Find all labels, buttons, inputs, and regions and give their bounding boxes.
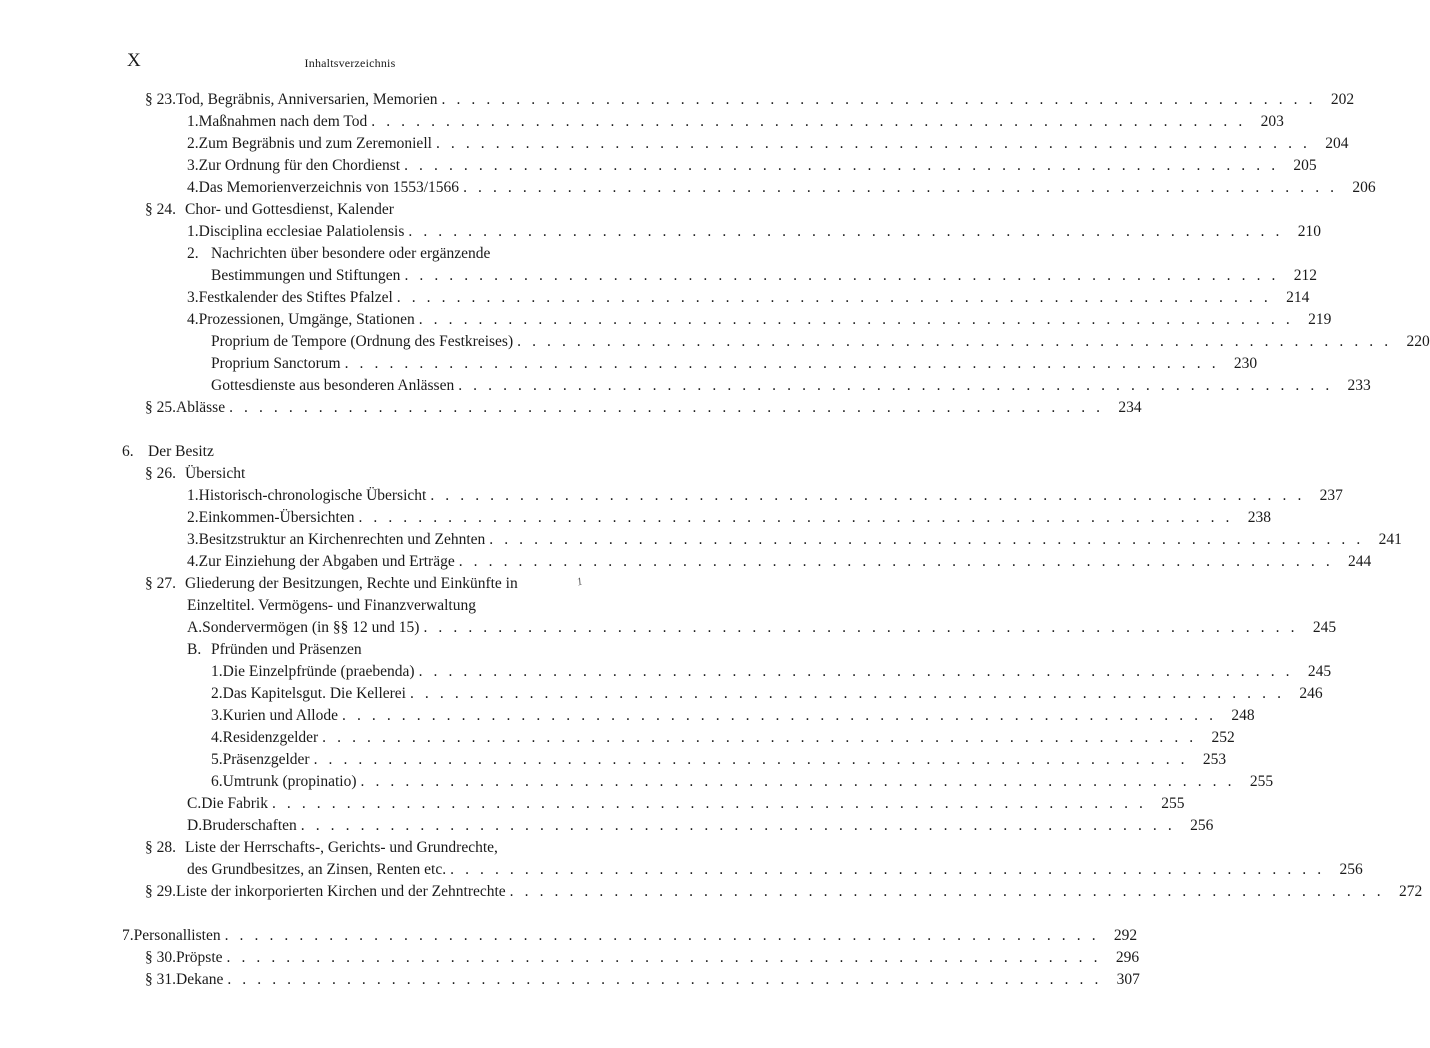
toc-entry-number: 2. — [187, 509, 199, 526]
toc-entry-page: 237 — [1319, 487, 1343, 504]
running-title: Inhaltsverzeichnis — [304, 56, 396, 70]
toc-entry-title: Präsenzgelder — [222, 751, 310, 768]
toc-entry-title: Umtrunk (propinatio) — [222, 773, 357, 790]
toc-entry: 3. Festkalender des Stiftes Pfalzel . . . . . . . . . . . . . . . . . . . . . . . . . . . . . . . . . . . . . . . . . . . . . . . . . . . . . . . . . . . 214 — [187, 287, 644, 309]
toc-entry-page: 256 — [1339, 861, 1363, 878]
toc-entry-page: 214 — [1286, 289, 1310, 306]
toc-entry — [145, 837, 644, 859]
toc-entry-number: § 29. — [145, 883, 176, 900]
toc-entry-title: Festkalender des Stiftes Pfalzel — [198, 289, 393, 306]
toc-entry-page: 241 — [1378, 531, 1402, 548]
toc-entry-number: 7. — [122, 927, 134, 944]
toc-entry-page: 255 — [1161, 795, 1185, 812]
toc-entry-title: Dekane — [176, 971, 224, 988]
toc-entry-title: Pfründen und Präsenzen — [211, 641, 362, 658]
toc-entry-number: § 24. — [145, 201, 176, 218]
toc-entry-page: 206 — [1352, 179, 1376, 196]
toc-entry-title: Zur Einziehung der Abgaben und Erträge — [198, 553, 455, 570]
toc-entry-number: 6. — [211, 773, 223, 790]
toc-entry-title: Bruderschaften — [202, 817, 297, 834]
toc-entry: 6. Umtrunk (propinatio) . . . . . . . . . . . . . . . . . . . . . . . . . . . . . . . . . . . . . . . . . . . . . . . . . . . . . . . . . . . 255 — [211, 771, 644, 793]
toc-entry-title: des Grundbesitzes, an Zinsen, Renten etc. — [187, 861, 447, 878]
toc-entry-page: 252 — [1211, 729, 1235, 746]
toc-entry-title: Ablässe — [176, 399, 226, 416]
toc-entry: 4. Residenzgelder . . . . . . . . . . . . . . . . . . . . . . . . . . . . . . . . . . . . . . . . . . . . . . . . . . . . . . . . . . . 252 — [211, 727, 644, 749]
toc-entry-number: 4. — [211, 729, 223, 746]
toc-entry-number: 6. — [122, 443, 134, 460]
toc-entry-title: Liste der Herrschafts-, Gerichts- und Grundrechte, — [185, 839, 498, 856]
toc-entry-page: 205 — [1293, 157, 1317, 174]
toc-entry — [145, 463, 644, 485]
toc-entry-title: Das Memorienverzeichnis von 1553/1566 — [198, 179, 460, 196]
toc-entry-page: 307 — [1116, 971, 1140, 988]
toc-entry-title: Kurien und Allode — [222, 707, 338, 724]
toc-entry: 1. Maßnahmen nach dem Tod . . . . . . . . . . . . . . . . . . . . . . . . . . . . . . . . . . . . . . . . . . . . . . . . . . . . . . . . . . . 203 — [187, 111, 644, 133]
toc-entry-title: Besitzstruktur an Kirchenrechten und Zehnten — [198, 531, 486, 548]
toc-entry-title: Historisch-chronologische Übersicht — [198, 487, 427, 504]
toc-entry — [187, 639, 644, 661]
toc-entry-number: B. — [187, 641, 202, 658]
toc-entry-page: 220 — [1406, 333, 1430, 350]
toc-entry-page: 292 — [1113, 927, 1138, 944]
toc-entry-title: Einkommen-Übersichten — [198, 509, 355, 526]
toc-entry: 3. Besitzstruktur an Kirchenrechten und Zehnten . . . . . . . . . . . . . . . . . . . . . . . . . . . . . . . . . . . . . . . . . . . . . . . . . . . . . . . . . . . 241 — [187, 529, 644, 551]
toc-entry-number: 1. — [187, 223, 199, 240]
toc-entry-number: 1. — [187, 487, 199, 504]
toc-entry: des Grundbesitzes, an Zinsen, Renten etc. . . . . . . . . . . . . . . . . . . . . . . . . . . . . . . . . . . . . . . . . . . . . . . . . . . . . . . . . . . . 256 — [187, 859, 644, 881]
toc-entry: A. Sondervermögen (in §§ 12 und 15) . . . . . . . . . . . . . . . . . . . . . . . . . . . . . . . . . . . . . . . . . . . . . . . . . . . . . . . . . . . 245 — [187, 617, 644, 639]
toc-entry-page: 255 — [1249, 773, 1274, 790]
toc-entry: § 31. Dekane . . . . . . . . . . . . . . . . . . . . . . . . . . . . . . . . . . . . . . . . . . . . . . . . . . . . . . . . . . . 307 — [145, 969, 644, 991]
toc-entry: 4. Prozessionen, Umgänge, Stationen . . . . . . . . . . . . . . . . . . . . . . . . . . . . . . . . . . . . . . . . . . . . . . . . . . . . . . . . . . . 219 — [187, 309, 644, 331]
toc-entry-number: 2. — [187, 245, 199, 262]
toc-entry-page: 204 — [1325, 135, 1349, 152]
toc-entry-title: Liste der inkorporierten Kirchen und der Zehntrechte — [176, 883, 506, 900]
toc-section: 7. Personallisten . . . . . . . . . . . . . . . . . . . . . . . . . . . . . . . . . . . . . . . . . . . . . . . . . . . . . . . . . . . 292 — [122, 925, 644, 947]
toc-entry-page: 246 — [1299, 685, 1323, 702]
toc-entry: § 29. Liste der inkorporierten Kirchen und der Zehntrechte . . . . . . . . . . . . . . . . . . . . . . . . . . . . . . . . . . . . . . . . . . . . . . . . . . . . . . . . . . . 272 — [145, 881, 644, 903]
toc-entry-title: Nachrichten über besondere oder ergänzende — [211, 245, 491, 262]
toc-entry-number: 4. — [187, 311, 199, 328]
toc-entry-page: 296 — [1115, 949, 1140, 966]
toc-entry-title: Zur Ordnung für den Chordienst — [198, 157, 401, 174]
toc-entry: 4. Zur Einziehung der Abgaben und Erträge . . . . . . . . . . . . . . . . . . . . . . . . . . . . . . . . . . . . . . . . . . . . . . . . . . . . . . . . . . . 244 — [187, 551, 644, 573]
toc-entry: 4. Das Memorienverzeichnis von 1553/1566 . . . . . . . . . . . . . . . . . . . . . . . . . . . . . . . . . . . . . . . . . . . . . . . . . . . . . . . . . . . 206 — [187, 177, 644, 199]
toc-entry-page: 256 — [1190, 817, 1214, 834]
toc-entry-page: 253 — [1202, 751, 1227, 768]
toc-entry-number: § 30. — [145, 949, 176, 966]
toc-entry — [145, 573, 644, 595]
toc-entry-number: 1. — [187, 113, 199, 130]
toc-entry-number: 2. — [187, 135, 199, 152]
toc-entry-title: Einzeltitel. Vermögens- und Finanzverwaltung — [187, 597, 476, 614]
toc-entry: Gottesdienste aus besonderen Anlässen . . . . . . . . . . . . . . . . . . . . . . . . . . . . . . . . . . . . . . . . . . . . . . . . . . . . . . . . . . . 233 — [211, 375, 644, 397]
toc-entry-title: Die Einzelpfründe (praebenda) — [222, 663, 415, 680]
toc-entry-number: § 23. — [145, 91, 176, 108]
toc-entry-page: 238 — [1247, 509, 1272, 526]
toc-entry-number: D. — [187, 817, 203, 834]
toc-entry-title: Zum Begräbnis und zum Zeremoniell — [198, 135, 432, 152]
toc-entry-number: § 27. — [145, 575, 176, 592]
toc-entry: 1. Historisch-chronologische Übersicht . . . . . . . . . . . . . . . . . . . . . . . . . . . . . . . . . . . . . . . . . . . . . . . . . . . . . . . . . . . 237 — [187, 485, 644, 507]
toc-entry-title: Die Fabrik — [201, 795, 268, 812]
toc-entry: 3. Zur Ordnung für den Chordienst . . . . . . . . . . . . . . . . . . . . . . . . . . . . . . . . . . . . . . . . . . . . . . . . . . . . . . . . . . . 205 — [187, 155, 644, 177]
toc-entry-title: Disciplina ecclesiae Palatiolensis — [198, 223, 405, 240]
toc-entry-number: 3. — [211, 707, 223, 724]
toc-entry — [145, 199, 644, 221]
page-number-roman: X — [127, 50, 141, 71]
toc-entry-page: 219 — [1308, 311, 1332, 328]
toc-entry-title: Übersicht — [185, 465, 246, 482]
toc-entry-title: Personallisten — [133, 927, 221, 944]
toc-entry-title: Maßnahmen nach dem Tod — [198, 113, 368, 130]
toc-entry-title: Residenzgelder — [222, 729, 319, 746]
toc-entry-page: 212 — [1293, 267, 1318, 284]
toc-entry-page: 230 — [1233, 355, 1258, 372]
toc-entry: Bestimmungen und Stiftungen . . . . . . . . . . . . . . . . . . . . . . . . . . . . . . . . . . . . . . . . . . . . . . . . . . . . . . . . . . . 212 — [211, 265, 644, 287]
toc-entry-title: Prozessionen, Umgänge, Stationen — [198, 311, 415, 328]
toc-entry-title: Gliederung der Besitzungen, Rechte und Einkünfte in — [185, 575, 518, 592]
toc-entry-title: Bestimmungen und Stiftungen — [211, 267, 401, 284]
toc-entry — [187, 595, 644, 617]
toc-entry-title: Der Besitz — [148, 443, 214, 460]
toc-entry: 3. Kurien und Allode . . . . . . . . . . . . . . . . . . . . . . . . . . . . . . . . . . . . . . . . . . . . . . . . . . . . . . . . . . . 248 — [211, 705, 644, 727]
toc-entry-number: § 25. — [145, 399, 176, 416]
toc-entry-page: 245 — [1312, 619, 1337, 636]
toc-entry-number: § 28. — [145, 839, 176, 856]
toc-entry-title: Proprium de Tempore (Ordnung des Festkreises) — [211, 333, 514, 350]
toc-entry: 1. Die Einzelpfründe (praebenda) . . . . . . . . . . . . . . . . . . . . . . . . . . . . . . . . . . . . . . . . . . . . . . . . . . . . . . . . . . . 245 — [211, 661, 644, 683]
toc-entry-page: 245 — [1307, 663, 1332, 680]
toc-entry-page: 233 — [1347, 377, 1371, 394]
toc-entry-number: 4. — [187, 179, 199, 196]
toc-section — [122, 441, 644, 463]
toc-entry-number: C. — [187, 795, 202, 812]
toc-entry-number: 5. — [211, 751, 223, 768]
toc-entry-title: Proprium Sanctorum — [211, 355, 341, 372]
toc-entry-page: 248 — [1231, 707, 1255, 724]
toc-entry: 5. Präsenzgelder . . . . . . . . . . . . . . . . . . . . . . . . . . . . . . . . . . . . . . . . . . . . . . . . . . . . . . . . . . . 253 — [211, 749, 644, 771]
toc-entry-title: Sondervermögen (in §§ 12 und 15) — [202, 619, 420, 636]
toc-entry-title: Pröpste — [176, 949, 223, 966]
toc-entry-title: Das Kapitelsgut. Die Kellerei — [222, 685, 406, 702]
toc-entry-page: 244 — [1348, 553, 1372, 570]
toc-entry-number: 2. — [211, 685, 223, 702]
toc-entry-number: 3. — [187, 157, 199, 174]
toc-entry-title: Chor- und Gottesdienst, Kalender — [185, 201, 394, 218]
toc-entry-number: 3. — [187, 289, 199, 306]
toc-entry-number: § 26. — [145, 465, 176, 482]
toc-entry-number: 4. — [187, 553, 199, 570]
toc-entry-page: 210 — [1297, 223, 1321, 240]
toc-entry: § 23. Tod, Begräbnis, Anniversarien, Memorien . . . . . . . . . . . . . . . . . . . . . . . . . . . . . . . . . . . . . . . . . . . . . . . . . . . . . . . . . . . 202 — [145, 89, 644, 111]
toc-entry-page: 234 — [1118, 399, 1142, 416]
toc-entry-number: A. — [187, 619, 203, 636]
toc-entry-page: 272 — [1399, 883, 1423, 900]
toc-entry-number: 1. — [211, 663, 223, 680]
handwritten-mark: 1 — [575, 575, 584, 589]
toc-entry-title: Gottesdienste aus besonderen Anlässen — [211, 377, 455, 394]
toc-entry: 1. Disciplina ecclesiae Palatiolensis . . . . . . . . . . . . . . . . . . . . . . . . . . . . . . . . . . . . . . . . . . . . . . . . . . . . . . . . . . . 210 — [187, 221, 644, 243]
toc-entry: § 25. Ablässe . . . . . . . . . . . . . . . . . . . . . . . . . . . . . . . . . . . . . . . . . . . . . . . . . . . . . . . . . . . 234 — [145, 397, 644, 419]
toc-entry: 2. Einkommen-Übersichten . . . . . . . . . . . . . . . . . . . . . . . . . . . . . . . . . . . . . . . . . . . . . . . . . . . . . . . . . . . 238 — [187, 507, 644, 529]
toc-entry-number: 3. — [187, 531, 199, 548]
toc-entry — [187, 243, 644, 265]
toc-entry: § 30. Pröpste . . . . . . . . . . . . . . . . . . . . . . . . . . . . . . . . . . . . . . . . . . . . . . . . . . . . . . . . . . . 296 — [145, 947, 644, 969]
toc-entry: Proprium Sanctorum . . . . . . . . . . . . . . . . . . . . . . . . . . . . . . . . . . . . . . . . . . . . . . . . . . . . . . . . . . . 230 — [211, 353, 644, 375]
toc-entry: D. Bruderschaften . . . . . . . . . . . . . . . . . . . . . . . . . . . . . . . . . . . . . . . . . . . . . . . . . . . . . . . . . . . 256 — [187, 815, 644, 837]
toc-entry: Proprium de Tempore (Ordnung des Festkreises) . . . . . . . . . . . . . . . . . . . . . . . . . . . . . . . . . . . . . . . . . . . . . . . . . . . . . . . . . . . 220 — [211, 331, 644, 353]
toc-entry: 2. Das Kapitelsgut. Die Kellerei . . . . . . . . . . . . . . . . . . . . . . . . . . . . . . . . . . . . . . . . . . . . . . . . . . . . . . . . . . . 246 — [211, 683, 644, 705]
toc-entry-page: 203 — [1260, 113, 1284, 130]
toc-entry-number: § 31. — [145, 971, 176, 988]
toc-entry: C. Die Fabrik . . . . . . . . . . . . . . . . . . . . . . . . . . . . . . . . . . . . . . . . . . . . . . . . . . . . . . . . . . . 255 — [187, 793, 644, 815]
toc-entry: 2. Zum Begräbnis und zum Zeremoniell . . . . . . . . . . . . . . . . . . . . . . . . . . . . . . . . . . . . . . . . . . . . . . . . . . . . . . . . . . . 204 — [187, 133, 644, 155]
toc-entry-title: Tod, Begräbnis, Anniversarien, Memorien — [176, 91, 438, 108]
toc-entry-page: 202 — [1330, 91, 1355, 108]
